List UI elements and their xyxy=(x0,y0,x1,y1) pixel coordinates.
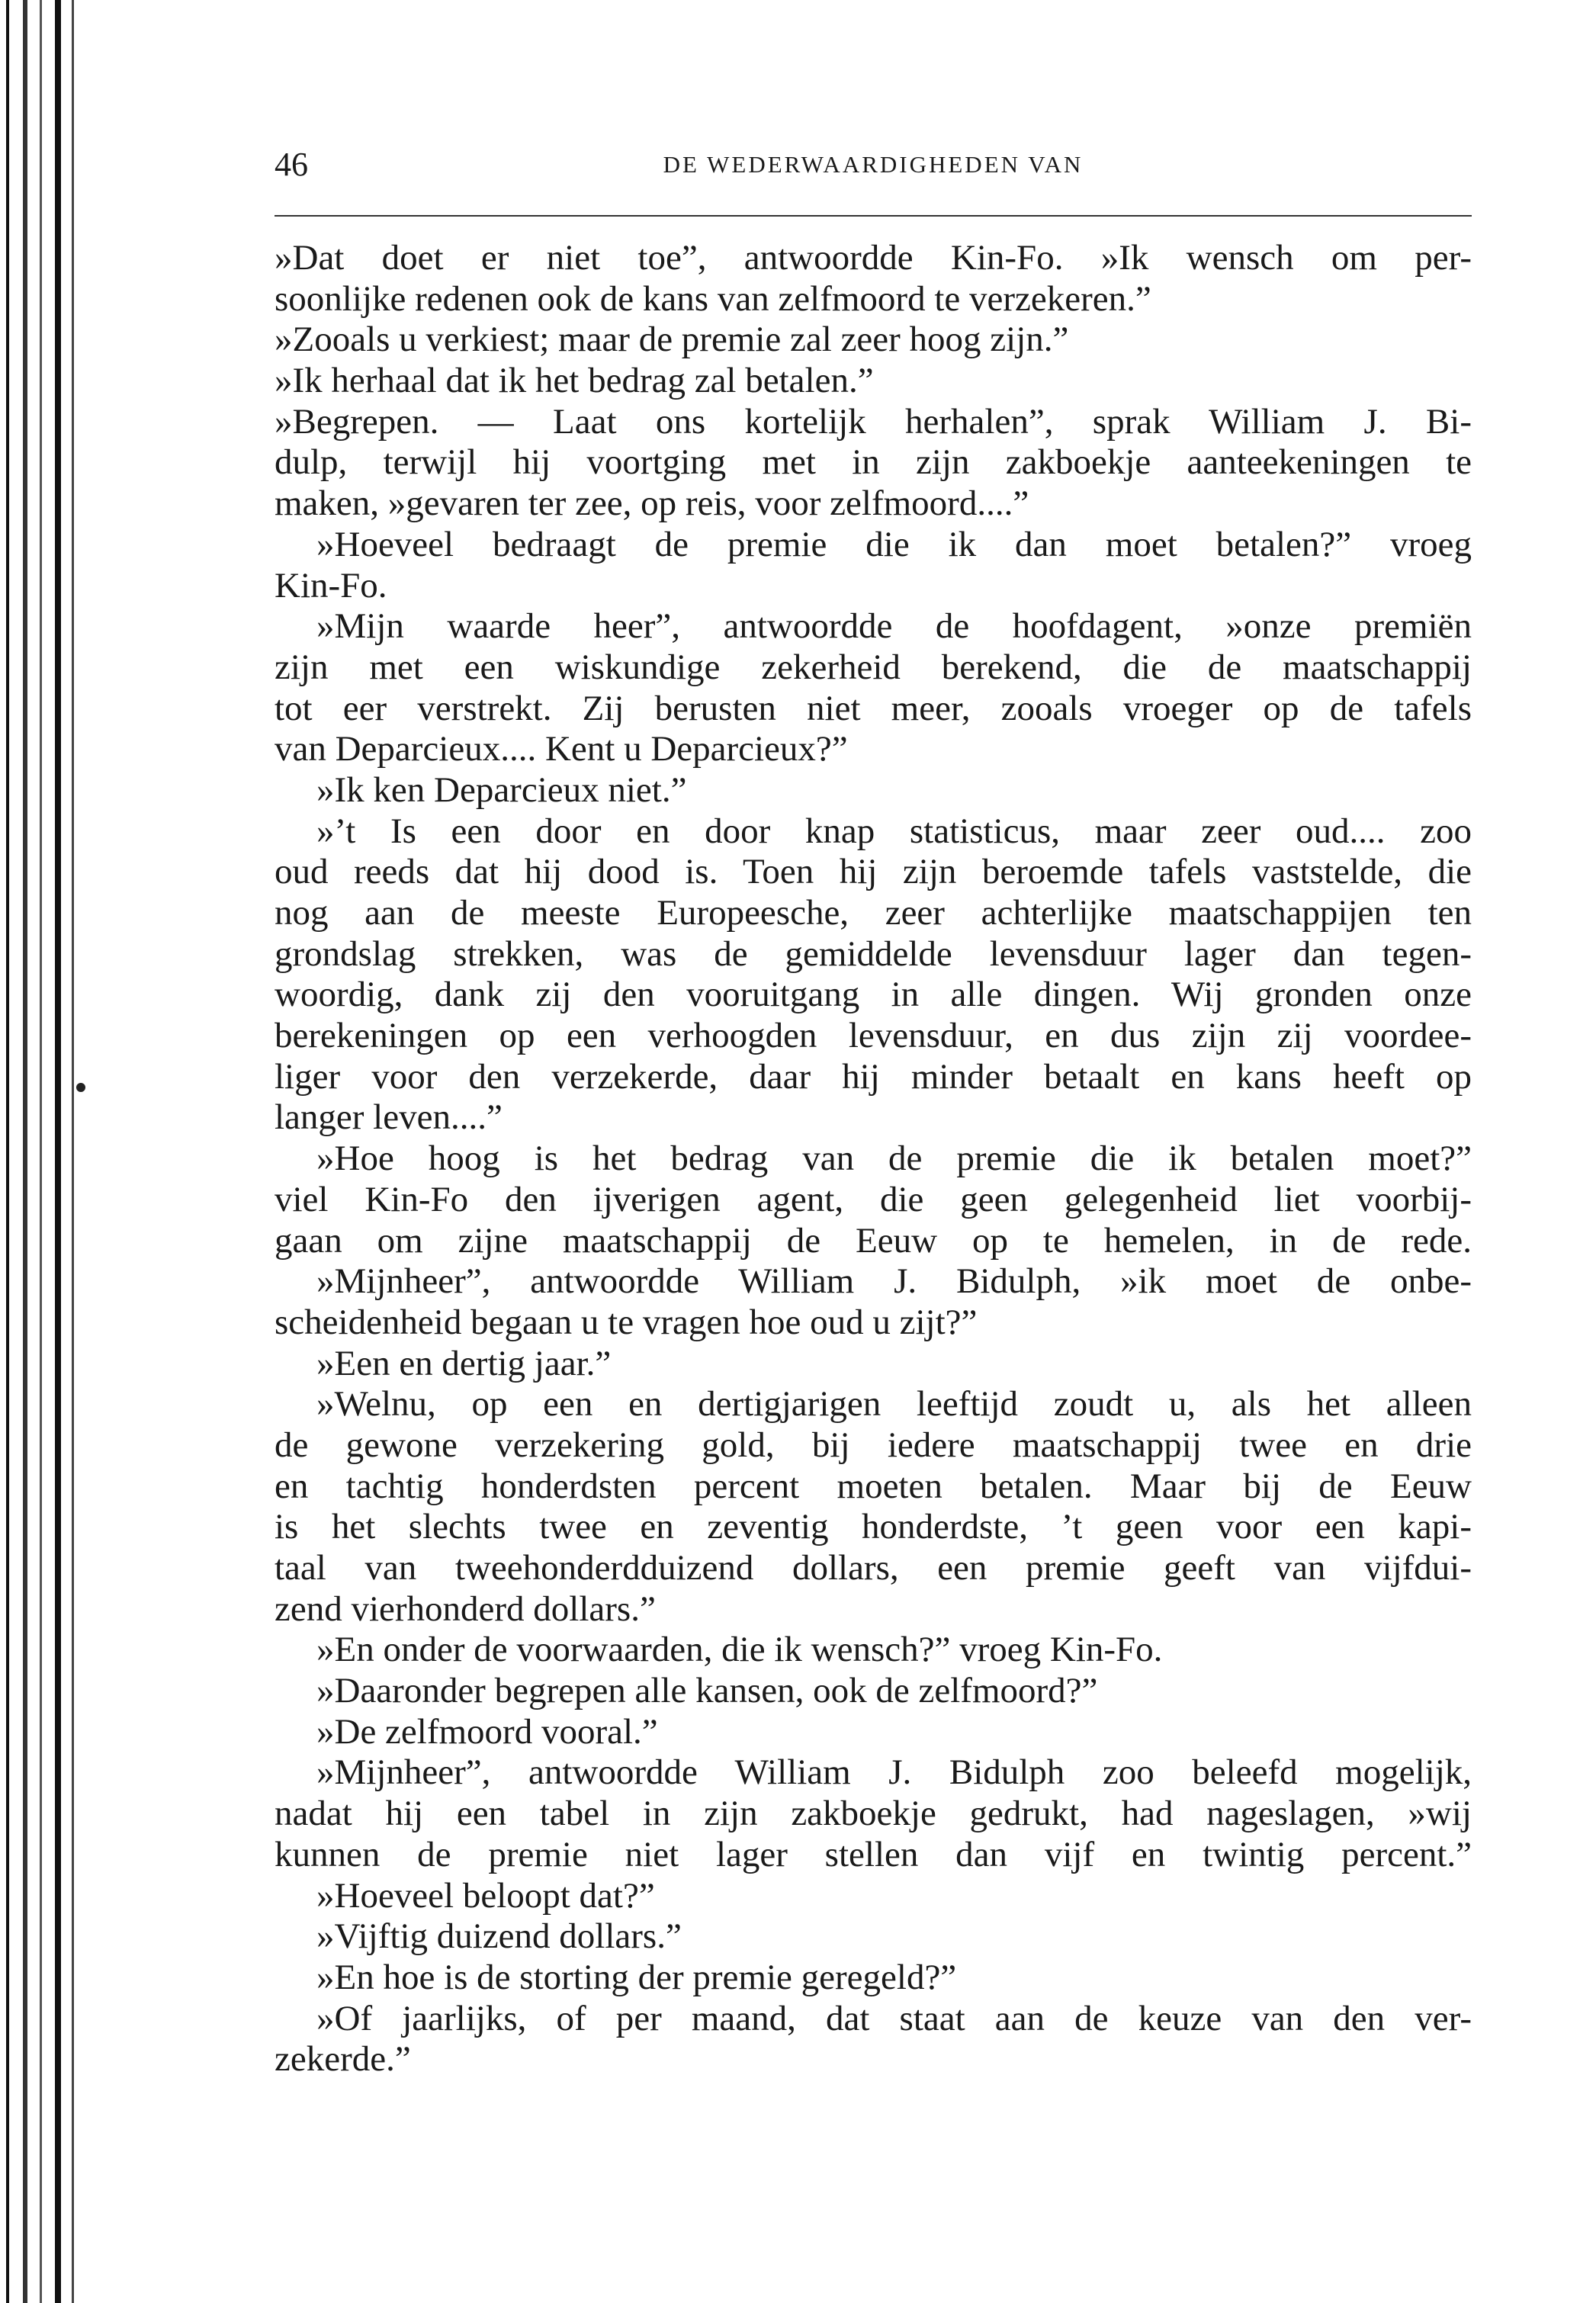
text-line: »Mijnheer”, antwoordde William J. Bidulph zoo beleefd mogelijk, xyxy=(316,1752,1472,1793)
text-line: »En hoe is de storting der premie geregeld?” xyxy=(316,1957,957,1997)
text-line: »Daaronder begrepen alle kansen, ook de zelfmoord?” xyxy=(316,1671,1098,1711)
binding-shadow xyxy=(6,0,9,2303)
body-text xyxy=(275,238,1472,2080)
text-line: soonlijke redenen ook de kans van zelfmoord te verzekeren.” xyxy=(275,278,1151,319)
text-line: is het slechts twee en zeventig honderdste, ’t geen voor een kapi- xyxy=(275,1507,1472,1547)
running-head: DE WEDERWAARDIGHEDEN VAN xyxy=(663,151,1084,178)
text-line: oud reeds dat hij dood is. Toen hij zijn beroemde tafels vaststelde, die xyxy=(275,852,1472,892)
text-line: woordig, dank zij den vooruitgang in alle dingen. Wij gronden onze xyxy=(275,975,1472,1015)
text-line: »Dat doet er niet toe”, antwoordde Kin-Fo. »Ik wensch om per- xyxy=(275,238,1472,278)
text-line: liger voor den verzekerde, daar hij minder betaalt en kans heeft op xyxy=(275,1056,1472,1097)
text-line: kunnen de premie niet lager stellen dan vijf en twintig percent.” xyxy=(275,1834,1472,1874)
text-line: dulp, terwijl hij voortging met in zijn zakboekje aanteekeningen te xyxy=(275,442,1472,483)
text-line: zijn met een wiskundige zekerheid berekend, die de maatschappij xyxy=(275,647,1472,687)
text-line: »Begrepen. — Laat ons kortelijk herhalen”, sprak William J. Bi- xyxy=(275,401,1472,442)
text-line: maken, »gevaren ter zee, op reis, voor zelfmoord....” xyxy=(275,483,1029,524)
text-line: »Mijn waarde heer”, antwoordde de hoofdagent, »onze premiën xyxy=(316,606,1472,647)
page-number: 46 xyxy=(275,146,308,183)
text-line: »Of jaarlijks, of per maand, dat staat aan de keuze van den ver- xyxy=(316,1998,1472,2038)
text-line: »Ik herhaal dat ik het bedrag zal betalen.” xyxy=(275,361,874,401)
text-line: »Hoeveel beloopt dat?” xyxy=(316,1875,655,1916)
text-line: de gewone verzekering gold, bij iedere maatschappij twee en drie xyxy=(275,1425,1472,1465)
text-line: nadat hij een tabel in zijn zakboekje gedrukt, had nageslagen, »wij xyxy=(275,1794,1472,1834)
text-line: »Hoe hoog is het bedrag van de premie die ik betalen moet?” xyxy=(316,1139,1472,1179)
text-line: nog aan de meeste Europeesche, zeer achterlijke maatschappijen ten xyxy=(275,893,1472,933)
text-line: langer leven....” xyxy=(275,1097,503,1138)
text-line: en tachtig honderdsten percent moeten betalen. Maar bij de Eeuw xyxy=(275,1466,1472,1506)
text-line: tot eer verstrekt. Zij berusten niet meer, zooals vroeger op de tafels xyxy=(275,688,1472,728)
text-line: »’t Is een door en door knap statisticus, maar zeer oud.... zoo xyxy=(316,811,1472,851)
text-line: »Zooals u verkiest; maar de premie zal zeer hoog zijn.” xyxy=(275,320,1069,360)
text-line: »Welnu, op een en dertigjarigen leeftijd zoudt u, als het alleen xyxy=(316,1384,1472,1425)
text-line: »Een en dertig jaar.” xyxy=(316,1343,612,1383)
text-line: scheidenheid begaan u te vragen hoe oud u zijt?” xyxy=(275,1302,978,1342)
page-header xyxy=(275,142,1472,188)
scan-speck xyxy=(76,1083,85,1092)
text-line: »Ik ken Deparcieux niet.” xyxy=(316,769,687,810)
text-line: berekeningen op een verhoogden levensduur, en dus zijn zij voordee- xyxy=(275,1016,1472,1056)
text-line: »Mijnheer”, antwoordde William J. Bidulph, »ik moet de onbe- xyxy=(316,1261,1472,1302)
binding-shadow xyxy=(23,0,27,2303)
text-line: »Vijftig duizend dollars.” xyxy=(316,1916,682,1957)
text-line: gaan om zijne maatschappij de Eeuw op te hemelen, in de rede. xyxy=(275,1220,1472,1261)
text-line: taal van tweehonderdduizend dollars, een premie geeft van vijfdui- xyxy=(275,1548,1472,1588)
binding-shadow xyxy=(72,0,74,2303)
binding-shadow xyxy=(40,0,42,2303)
text-line: zekerde.” xyxy=(275,2039,411,2080)
text-line: »En onder de voorwaarden, die ik wensch?” vroeg Kin-Fo. xyxy=(316,1630,1163,1670)
text-line: van Deparcieux.... Kent u Deparcieux?” xyxy=(275,729,848,769)
text-line: zend vierhonderd dollars.” xyxy=(275,1588,656,1629)
text-line: viel Kin-Fo den ijverigen agent, die geen gelegenheid liet voorbij- xyxy=(275,1179,1472,1219)
text-line: grondslag strekken, was de gemiddelde levensduur lager dan tegen- xyxy=(275,933,1472,974)
text-line: »De zelfmoord vooral.” xyxy=(316,1711,658,1752)
binding-shadow xyxy=(55,0,61,2303)
text-line: Kin-Fo. xyxy=(275,565,387,605)
binding-edge xyxy=(0,0,92,2303)
text-line: »Hoeveel bedraagt de premie die ik dan moet betalen?” vroeg xyxy=(316,524,1472,564)
header-rule xyxy=(275,215,1472,217)
